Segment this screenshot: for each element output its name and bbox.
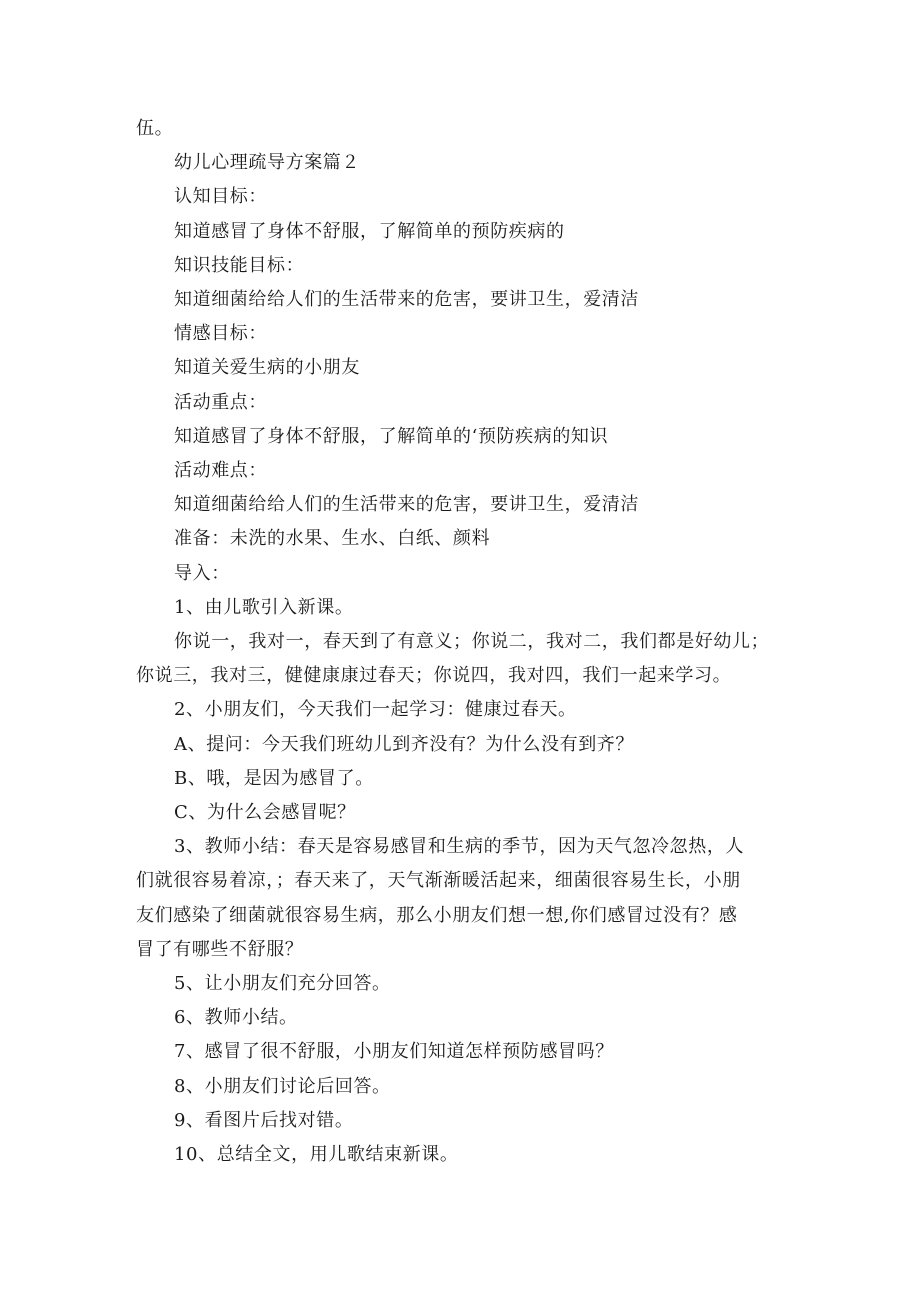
text-line: 导入： — [174, 562, 230, 584]
text-line: 9、看图片后找对错。 — [174, 1109, 354, 1131]
document-body — [136, 112, 786, 1172]
text-line: 伍。 — [136, 118, 174, 139]
text-line: 知识技能目标： — [174, 254, 305, 276]
text-line: 活动难点： — [174, 460, 267, 482]
text-line: 认知目标： — [174, 186, 267, 208]
text-line: 2、小朋友们，今天我们一起学习：健康过春天。 — [174, 699, 577, 721]
text-line: A、提问：今天我们班幼儿到齐没有？为什么没有到齐？ — [174, 733, 634, 755]
paragraph-row: 你说一，我对一，春天到了有意义；你说二，我对二，我们都是好幼儿； — [174, 631, 770, 653]
paragraph-row: 友们感染了细菌就很容易生病，那么小朋友们想一想,你们感冒过没有？感 — [136, 904, 738, 926]
text-line: C、为什么会感冒呢？ — [174, 802, 356, 824]
paragraph-row: 们就很容易着凉，；春天来了，天气渐渐暖活起来，细菌很容易生长，小朋 — [136, 870, 741, 892]
text-line: 7、感冒了很不舒服，小朋友们知道怎样预防感冒吗？ — [174, 1041, 614, 1063]
paragraph-row: 你说三，我对三，健健康康过春天；你说四，我对四，我们一起来学习。 — [136, 665, 732, 687]
text-line: 1、由儿歌引入新课。 — [174, 596, 354, 618]
text-line: 知道细菌给给人们的生活带来的危害，要讲卫生，爱清洁 — [174, 289, 639, 311]
text-line: 知道关爱生病的小朋友 — [174, 357, 360, 379]
text-line: 知道细菌给给人们的生活带来的危害，要讲卫生，爱清洁 — [174, 494, 639, 516]
summary-paragraph — [136, 830, 786, 967]
song-paragraph — [136, 625, 786, 693]
text-line: 情感目标： — [174, 323, 267, 345]
paragraph-row: 冒了有哪些不舒服？ — [136, 938, 304, 960]
text-line: 6、教师小结。 — [174, 1007, 298, 1029]
text-line: 5、让小朋友们充分回答。 — [174, 973, 391, 995]
text-line: 10、总结全文，用儿歌结束新课。 — [174, 1144, 459, 1166]
paragraph-row: 3、教师小结：春天是容易感冒和生病的季节，因为天气忽冷忽热，人 — [174, 836, 745, 858]
text-line: 知道感冒了身体不舒服，了解简单的预防疾病的 — [174, 220, 565, 242]
text-line: 准备：未洗的水果、生水、白纸、颜料 — [174, 528, 491, 550]
text-line: 活动重点： — [174, 391, 267, 413]
text-line: 8、小朋友们讨论后回答。 — [174, 1075, 391, 1097]
text-line: 知道感冒了身体不舒服，了解简单的‘预防疾病的知识 — [174, 425, 609, 447]
section-title: 幼儿心理疏导方案篇２ — [174, 152, 360, 174]
text-line: B、哦，是因为感冒了。 — [174, 767, 374, 789]
